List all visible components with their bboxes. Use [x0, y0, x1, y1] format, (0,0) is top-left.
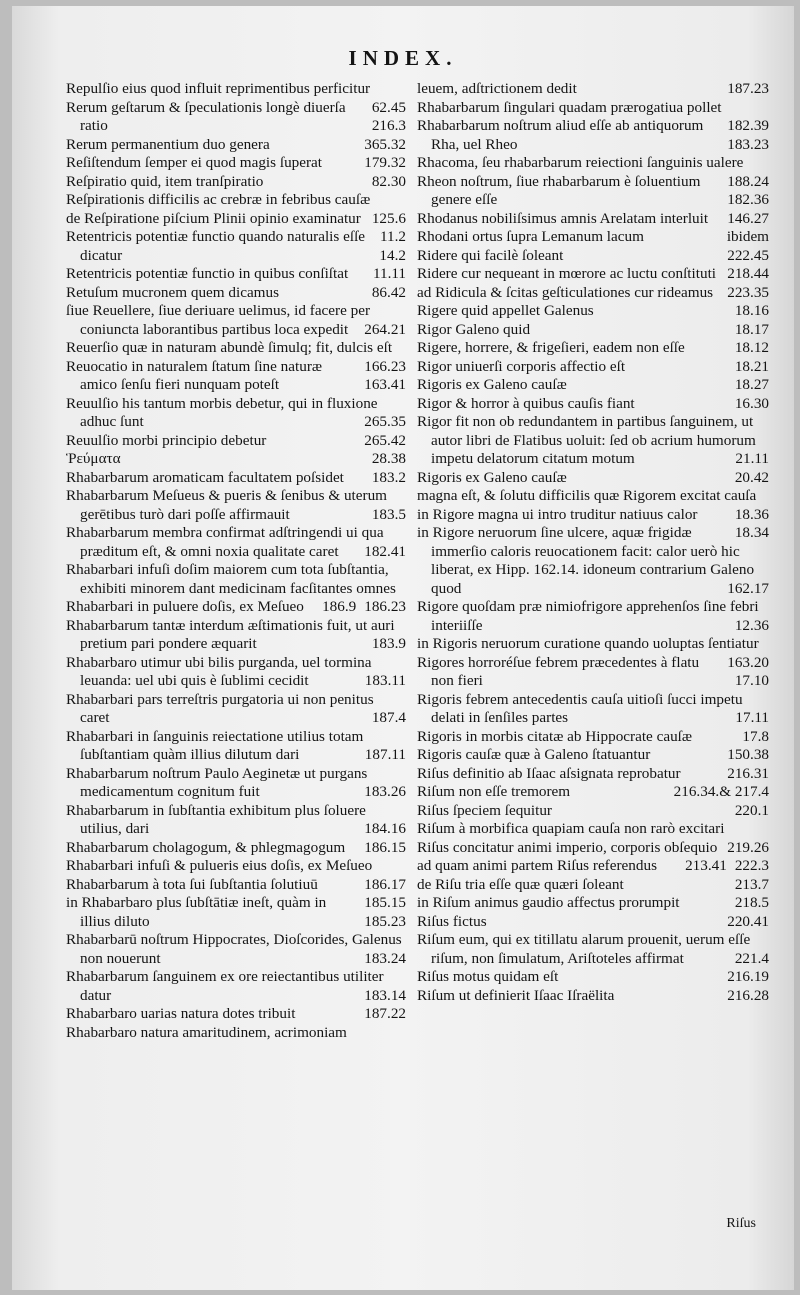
entry-text: ad Ridicula & ſcitas geſticulationes cur rideamus [417, 283, 714, 301]
index-entry [417, 728, 769, 747]
page-reference: 186.9 [322, 598, 357, 615]
entry-text: Repulſio eius quod influit reprimentibus perficitur [66, 80, 371, 97]
page-reference: 183.24 [364, 949, 406, 967]
entry-text: Rhabarbarum cholagogum, & phlegmagogum [66, 838, 346, 856]
page-reference: ibidem [726, 228, 769, 245]
entry-text: Rigores horroréſue febrem præcedentes à flatu non fieri [417, 653, 700, 689]
page-reference: 216.28 [727, 986, 769, 1004]
entry-text: Reuulſio morbi principio debetur [66, 431, 267, 449]
index-entry [417, 173, 769, 210]
entry-text: Rhabarbari infuſi & pulueris eius doſis, ex Meſueo [66, 857, 373, 874]
page-reference: 17.10 [734, 672, 769, 689]
catchword: Riſus [726, 1216, 756, 1231]
entry-text: Reſpiratio quid, item tranſpiratio [66, 172, 264, 190]
page-reference: 216.31 [727, 764, 769, 782]
entry-text: Rhacoma, ſeu rhabarbarum reiectioni ſanguinis ualere [417, 154, 744, 171]
page-reference: 62.45 [371, 98, 406, 116]
page-reference: 21.11 [735, 450, 769, 467]
index-entry [66, 173, 406, 192]
page-reference: 12.36 [734, 616, 769, 634]
index-entry [417, 691, 769, 728]
index-entry [66, 598, 406, 617]
page-reference: 218.5 [734, 894, 769, 911]
index-column-right [417, 80, 769, 1005]
entry-text: Rigoris ex Galeno cauſæ [417, 468, 567, 486]
entry-text: Rhabarbari in puluere doſis, ex Meſueo [66, 598, 304, 615]
entry-text: ſiue Reuellere, ſiue deriuare uelimus, id facere per coniuncta laborantibus partibus loca expedit [66, 302, 371, 338]
entry-text: Rheon noſtrum, ſiue rhabarbarum è ſoluentium genere eſſe [417, 172, 701, 208]
index-entry [417, 987, 769, 1006]
entry-text: Ridere cur nequeant in mœrore ac luctu conſtituti [417, 265, 717, 282]
page-reference: 182.39 [727, 117, 769, 134]
index-entry [417, 913, 769, 932]
entry-text: Reſiſtendum ſemper ei quod magis ſuperat [66, 154, 323, 171]
page-reference: 179.32 [364, 154, 406, 171]
entry-text: Retentricis potentiæ functio quando naturalis eſſe dicatur [66, 228, 366, 264]
index-entry [66, 395, 406, 432]
index-entry [417, 413, 769, 469]
index-entry [66, 617, 406, 654]
index-entry [66, 209, 406, 245]
index-entry [417, 376, 769, 395]
page-reference: 223.35 [727, 283, 769, 301]
page-reference: 163.41 [364, 376, 406, 393]
entry-text: Rigere, horrere, & frigeſieri, eadem non eſſe [417, 339, 685, 356]
entry-text: Riſus motus quidam eſt [417, 968, 559, 985]
index-entry [417, 802, 769, 821]
index-entry [417, 765, 769, 784]
index-entry [417, 931, 769, 968]
page-reference: 188.24 [727, 172, 769, 190]
page-reference: 162.17 [727, 579, 769, 597]
entry-text: Rigoris in morbis citatæ ab Hippocrate cauſæ [417, 727, 693, 745]
page-reference: 184.16 [364, 820, 406, 837]
index-entry [417, 228, 769, 247]
entry-text: leuem, adſtrictionem dedit [417, 80, 577, 97]
index-entry [417, 505, 769, 541]
page-reference: 183.2 [371, 468, 406, 486]
page-reference: 183.9 [371, 635, 406, 652]
index-entry [66, 931, 406, 968]
page-reference: 16.30 [734, 394, 769, 412]
page-reference: 222.3 [734, 857, 769, 874]
entry-text: Rhodanus nobiliſsimus amnis Arelatam interluit [417, 209, 709, 227]
page-reference: 18.34 [734, 524, 769, 541]
index-entry [66, 432, 406, 451]
entry-text: Rhabarbarum noſtrum Paulo Aeginetæ ut purgans medicamentum cognitum fuit [66, 764, 368, 800]
entry-text: Rigor & horror à quibus cauſis fiant [417, 394, 635, 412]
index-entry [66, 487, 406, 524]
index-entry [417, 876, 769, 895]
index-entry [417, 894, 769, 913]
entry-text: Riſum ut definierit Iſaac Iſraëlita [417, 986, 615, 1004]
entry-text: Rhabarbari pars terreſtris purgatoria ui non penitus caret [66, 690, 374, 726]
index-entry [66, 968, 406, 1005]
entry-text: Rhabarbarum à tota ſui ſubſtantia ſolutiuū [66, 875, 318, 893]
entry-text: Rigere quid appellet Galenus [417, 302, 594, 319]
page-reference: 163.20 [727, 653, 769, 671]
page-reference: 18.16 [734, 302, 769, 319]
page-reference: 17.8 [742, 727, 769, 745]
page-reference: 220.41 [727, 912, 769, 930]
page-reference: 183.11 [364, 672, 406, 689]
page-reference: 18.21 [734, 357, 769, 375]
page-reference: 213.7 [734, 875, 769, 893]
entry-text: Riſus concitatur animi imperio, corporis obſequio [417, 838, 718, 856]
index-entry [66, 469, 406, 488]
page-reference: 18.27 [734, 376, 769, 393]
index-entry [417, 524, 769, 598]
index-entry [417, 80, 769, 99]
page-reference: 82.30 [371, 172, 406, 190]
index-entry [417, 857, 769, 876]
page-reference: 183.23 [727, 135, 769, 153]
index-entry [417, 598, 769, 635]
entry-text: in Rigore magna ui intro truditur natiuus calor [417, 505, 698, 523]
entry-text: in Rigoris neruorum curatione quando uoluptas ſentiatur [417, 635, 759, 652]
entry-text: Rigor fit non ob redundantem in partibus ſanguinem, ut autor libri de Flatibus uoluit: ſed ob acrium humorum impetu delatorum citatum motum [417, 413, 756, 467]
index-entry [417, 968, 769, 987]
entry-text: Riſus ſpeciem ſequitur [417, 801, 552, 819]
entry-text: Rhabarbarum noſtrum aliud eſſe ab antiquorum Rha, uel Rheo [417, 117, 704, 153]
page-reference: 186.15 [364, 838, 406, 856]
page-reference: 218.44 [727, 265, 769, 282]
entry-text: Rhabarbarum tantæ interdum æſtimationis fuit, ut auri pretium pari pondere æquarit [66, 616, 395, 652]
page-header: INDEX. [348, 46, 458, 70]
entry-text: Reuocatio in naturalem ſtatum ſine naturæ amico ſenſu fieri nunquam poteſt [66, 357, 323, 393]
page-reference: 185.15 [364, 894, 406, 911]
index-entry [66, 894, 406, 931]
index-entry [417, 321, 769, 340]
index-entry [66, 154, 406, 173]
page-reference: 216.19 [727, 968, 769, 985]
page-reference: 28.38 [371, 450, 406, 467]
entry-text: Rigor uniuerſi corporis affectio eſt [417, 357, 626, 375]
entry-text: Rigor Galeno quid [417, 320, 531, 338]
index-entry [66, 284, 406, 303]
entry-text: Rhodani ortus ſupra Lemanum lacum [417, 228, 644, 245]
index-entry [417, 654, 769, 691]
index-entry [417, 302, 769, 321]
entry-text: Riſum non eſſe tremorem [417, 783, 571, 800]
entry-text: Rhabarbari in ſanguinis reiectatione utilius totam ſubſtantiam quàm illius dilutum dari [66, 727, 364, 763]
page-reference: 216.34.& 217.4 [673, 783, 769, 800]
index-entry [66, 654, 406, 691]
entry-text: Ῥεύματα [66, 450, 121, 467]
entry-text: Rhabarbarū noſtrum Hippocrates, Dioſcorides, Galenus non nouerunt [66, 931, 402, 967]
page-reference: 265.35 [364, 413, 406, 430]
page-reference: 183.5 [371, 505, 406, 523]
index-entry [417, 783, 769, 802]
page-reference: 187.11 [364, 746, 406, 763]
entry-text: Riſus definitio ab Iſaac aſsignata reprobatur [417, 764, 681, 782]
index-entry [417, 98, 769, 134]
index-entry [417, 117, 769, 154]
page-reference: 150.38 [727, 746, 769, 763]
entry-text: Rhabarbarum Meſueus & pueris & ſenibus & uterum gerētibus turò dari poſſe affirmauit [66, 487, 387, 523]
index-entry [66, 691, 406, 728]
index-entry [417, 358, 769, 377]
entry-text: Rhabarbarum in ſubſtantia exhibitum plus ſoluere utilius, dari [66, 801, 366, 837]
page-reference: 186.23 [364, 598, 406, 615]
index-entry [66, 228, 406, 265]
index-entry [66, 450, 406, 469]
index-entry [66, 839, 406, 858]
entry-text: Rigoris cauſæ quæ à Galeno ſtatuantur [417, 746, 651, 763]
book-page [12, 6, 794, 1290]
entry-text: ad quam animi partem Riſus referendus [417, 857, 657, 874]
entry-text: Rigore quoſdam præ nimiofrigore apprehenſos ſine febri interiiſſe [417, 598, 759, 634]
page-reference: 265.42 [364, 431, 406, 449]
entry-text: Rigoris febrem antecedentis cauſa uitioſi ſucci impetu delati in ſenſiles partes [417, 690, 743, 726]
page-reference: 86.42 [371, 283, 406, 301]
entry-text: Retentricis potentiæ functio in quibus conſiſtat [66, 265, 349, 282]
entry-text: Rhabarbarum aromaticam facultatem poſsidet [66, 468, 344, 486]
entry-text: in Rigore neruorum ſine ulcere, aquæ frigidæ immerſio caloris reuocationem facit: calor uerò hic liberat, ex Hipp. 162.14. idoneum contrarium Galeno quod [417, 524, 755, 597]
index-entry [417, 265, 769, 284]
entry-text: Reuulſio his tantum morbis debetur, qui in fluxione adhuc ſunt [66, 394, 378, 430]
index-entry [66, 265, 406, 284]
page-reference: 187.22 [364, 1005, 406, 1022]
page-reference: 125.6 [371, 209, 406, 227]
index-entry [417, 210, 769, 229]
entry-text: de Riſu tria eſſe quæ quæri ſoleant [417, 875, 624, 893]
entry-text: Ridere qui facilè ſoleant [417, 246, 564, 264]
index-entry [417, 284, 769, 303]
index-entry [66, 302, 406, 339]
entry-text: de Reſpiratione piſcium Plinii opinio examinatur [66, 209, 361, 227]
page-reference: 18.17 [734, 320, 769, 338]
page-reference: 20.42 [734, 468, 769, 486]
page-reference: 216.3 [371, 117, 406, 134]
page-reference: 186.17 [364, 875, 406, 893]
index-entry [66, 1024, 406, 1043]
index-entry [66, 765, 406, 802]
page-reference: 221.4 [734, 949, 769, 967]
page-reference: 187.4 [371, 709, 406, 726]
page-reference: 220.1 [734, 801, 769, 819]
page-reference: 182.36 [727, 191, 769, 208]
index-entry [66, 728, 406, 765]
page-reference: 11.2 [379, 228, 406, 245]
index-entry [417, 469, 769, 488]
page-reference: 365.32 [364, 135, 406, 153]
entry-text: Reſpirationis difficilis ac crebræ in febribus cauſæ [66, 191, 371, 208]
entry-text: Riſum à morbifica quapiam cauſa non rarò excitari [417, 820, 725, 837]
index-entry [66, 524, 406, 561]
entry-text: magna eſt, & ſolutu difficilis quæ Rigorem excitat cauſa [417, 487, 757, 504]
page-reference: 187.23 [727, 80, 769, 97]
page-reference: 185.23 [364, 912, 406, 930]
index-entry [66, 99, 406, 136]
index-entry [417, 247, 769, 266]
entry-text: Rhabarbarum ſanguinem ex ore reiectantibus utiliter datur [66, 968, 384, 1004]
entry-text: Rhabarbarum membra confirmat adſtringendi ui qua præditum eſt, & omni noxia qualitate caret [66, 524, 384, 560]
page-reference: 222.45 [727, 246, 769, 264]
entry-text: Retuſum mucronem quem dicamus [66, 283, 280, 301]
index-entry [66, 136, 406, 155]
entry-text: Rerum geſtarum & ſpeculationis longè diuerſa ratio [66, 98, 346, 134]
page-reference: 183.14 [364, 986, 406, 1004]
page-reference: 146.27 [727, 209, 769, 227]
entry-text: Reuerſio quæ in naturam abundè ſimulq; fit, dulcis eſt [66, 339, 393, 356]
entry-text: Rhabarbari infuſi doſim maiorem cum tota ſubſtantia, exhibiti minorem dant medicinam facſitantes omnes [66, 561, 396, 597]
entry-text: Rigoris ex Galeno cauſæ [417, 376, 567, 393]
page-reference: 213.41 [685, 857, 727, 874]
page-reference: 18.12 [734, 339, 769, 356]
page-reference: 11.11 [372, 265, 406, 282]
entry-text: Rhabarbarum ſingulari quadam prærogatiua pollet [417, 98, 722, 116]
page-reference: 219.26 [727, 838, 769, 856]
entry-text: in Riſum animus gaudio affectus prorumpit [417, 894, 680, 911]
page-reference: 182.41 [364, 542, 406, 560]
page-reference: 183.26 [364, 783, 406, 800]
index-entry [417, 395, 769, 414]
index-column-left [66, 80, 406, 1042]
entry-text: Rhabarbaro natura amaritudinem, acrimoniam [66, 1023, 347, 1041]
entry-text: Rhabarbaro utimur ubi bilis purganda, uel tormina leuanda: uel ubi quis è ſublimi cecidit [66, 653, 372, 689]
index-entry [66, 358, 406, 395]
entry-text: Riſum eum, qui ex titillatu alarum prouenit, uerum eſſe riſum, non ſimulatum, Ariſtoteles affirmat [417, 931, 751, 967]
page-reference: 18.36 [734, 505, 769, 523]
page-reference: 17.11 [735, 709, 769, 726]
index-entry [66, 1005, 406, 1024]
index-entry [66, 875, 406, 911]
index-entry [417, 339, 769, 358]
entry-text: Rerum permanentium duo genera [66, 135, 270, 153]
page-reference: 264.21 [364, 320, 406, 338]
page-reference: 166.23 [364, 357, 406, 375]
entry-text: in Rhabarbaro plus ſubſtātiæ ineſt, quàm in illius diluto [66, 894, 327, 930]
entry-text: Rhabarbaro uarias natura dotes tribuit [66, 1005, 296, 1022]
page-reference: 14.2 [379, 246, 406, 264]
index-entry [417, 746, 769, 765]
entry-text: Riſus fictus [417, 912, 487, 930]
index-entry [66, 802, 406, 839]
